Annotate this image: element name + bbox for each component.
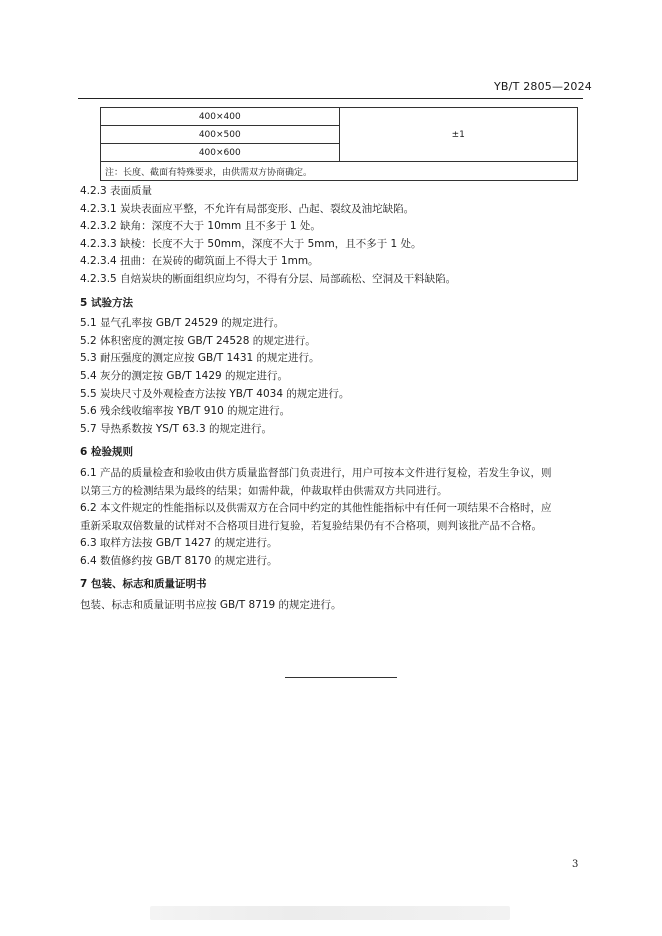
clause-text-line: 6.2 本文件规定的性能指标以及供需双方在合同中约定的其他性能指标中有任何一项结果不合格时，应 (80, 502, 552, 515)
section-heading-5: 5 试验方法 (80, 296, 133, 309)
clause-item: 5.7 导热系数按 YS/T 63.3 的规定进行。 (80, 422, 272, 435)
clause-item: 5.2 体积密度的测定按 GB/T 24528 的规定进行。 (80, 334, 316, 347)
size-cell: 400×600 (101, 144, 340, 162)
document-body (80, 183, 580, 615)
size-cell: 400×400 (101, 108, 340, 126)
table-note: 注：长度、截面有特殊要求，由供需双方协商确定。 (101, 162, 578, 181)
clause-item: 5.5 炭块尺寸及外观检查方法按 YB/T 4034 的规定进行。 (80, 387, 350, 400)
clause-item: 4.2.3.4 扭曲：在炭砖的砌筑面上不得大于 1mm。 (80, 255, 319, 268)
clause-item: 5.1 显气孔率按 GB/T 24529 的规定进行。 (80, 317, 285, 330)
clause-item: 4.2.3.1 炭块表面应平整，不允许有局部变形、凸起、裂纹及油坨缺陷。 (80, 202, 415, 215)
clause-item: 5.4 灰分的测定按 GB/T 1429 的规定进行。 (80, 369, 289, 382)
tolerance-cell: ±1 (339, 108, 577, 162)
clause-item: 包装、标志和质量证明书应按 GB/T 8719 的规定进行。 (80, 599, 342, 612)
end-of-document-rule (285, 677, 397, 678)
clause-item: 5.3 耐压强度的测定应按 GB/T 1431 的规定进行。 (80, 352, 320, 365)
clause-item: 6.4 数值修约按 GB/T 8170 的规定进行。 (80, 554, 278, 567)
clause-item: 5.6 残余线收缩率按 YB/T 910 的规定进行。 (80, 405, 291, 418)
clause-item: 4.2.3.2 缺角：深度不大于 10mm 且不多于 1 处。 (80, 220, 321, 233)
table-row (101, 108, 578, 126)
header-rule (78, 98, 583, 99)
dimension-table (100, 107, 578, 181)
clause-text-line: 重新采取双倍数量的试样对不合格项目进行复验，若复验结果仍有不合格项，则判该批产品不合格。 (80, 519, 542, 532)
watermark-band (150, 906, 510, 920)
clause-item: 4.2.3.5 自焙炭块的断面组织应均匀，不得有分层、局部疏松、空洞及干料缺陷。 (80, 272, 457, 285)
page-number: 3 (572, 859, 579, 870)
section-heading-6: 6 检验规则 (80, 446, 133, 459)
clause-text-line: 6.1 产品的质量检查和验收由供方质量监督部门负责进行，用户可按本文件进行复检，若发生争议，则 (80, 466, 552, 479)
clause-item: 6.3 取样方法按 GB/T 1427 的规定进行。 (80, 537, 278, 550)
clause-item: 4.2.3.3 缺棱：长度不大于 50mm，深度不大于 5mm，且不多于 1 处。 (80, 237, 422, 250)
section-heading-7: 7 包装、标志和质量证明书 (80, 578, 207, 591)
subsection-heading: 4.2.3 表面质量 (80, 185, 153, 197)
clause-text-line: 以第三方的检测结果为最终的结果；如需仲裁，仲裁取样由供需双方共同进行。 (80, 484, 448, 497)
table-row (101, 162, 578, 181)
size-cell: 400×500 (101, 126, 340, 144)
document-code: YB/T 2805—2024 (494, 80, 592, 93)
